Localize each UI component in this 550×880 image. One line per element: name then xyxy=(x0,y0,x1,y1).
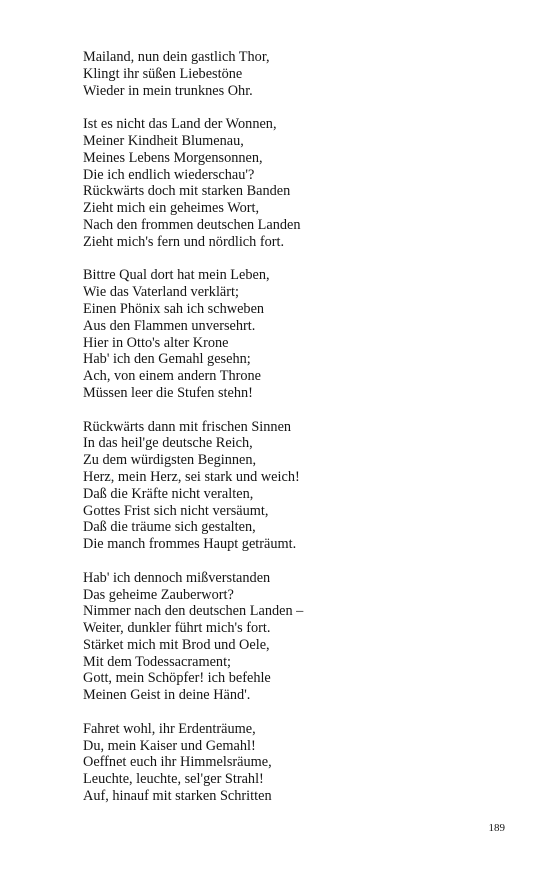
stanza xyxy=(83,267,503,401)
poem-line: Stärket mich mit Brod und Oele, xyxy=(83,636,270,653)
poem-line: Herz, mein Herz, sei stark und weich! xyxy=(83,468,300,485)
poem-line: Meines Lebens Morgensonnen, xyxy=(83,149,263,166)
poem-line: Nach den frommen deutschen Landen xyxy=(83,216,301,233)
poem-line: Einen Phönix sah ich schweben xyxy=(83,300,265,317)
poem-line: Fahret wohl, ihr Erdenträume, xyxy=(83,720,256,737)
poem-line: Gottes Frist sich nicht versäumt, xyxy=(83,502,269,519)
poem-line: Zu dem würdigsten Beginnen, xyxy=(83,452,257,469)
poem-line: Hab' ich den Gemahl gesehn; xyxy=(83,351,251,368)
poem-line: Meinen Geist in deine Händ'. xyxy=(83,687,251,704)
poem-line: Mailand, nun dein gastlich Thor, xyxy=(83,49,270,65)
poem-line: Rückwärts doch mit starken Banden xyxy=(83,183,291,200)
poem-line: Aus den Flammen unversehrt. xyxy=(83,317,256,334)
stanza xyxy=(83,419,503,553)
stanza xyxy=(83,721,503,805)
poem-line: Das geheime Zauberwort? xyxy=(83,586,234,603)
poem-line: Nimmer nach den deutschen Landen – xyxy=(83,603,304,620)
poem-line: Gott, mein Schöpfer! ich befehle xyxy=(83,670,271,687)
poem-line: Weiter, dunkler führt mich's fort. xyxy=(83,620,271,637)
poem-line: Auf, hinauf mit starken Schritten xyxy=(83,788,272,805)
poem-line: Daß die Kräfte nicht veralten, xyxy=(83,485,254,502)
poem-line: Hier in Otto's alter Krone xyxy=(83,334,229,351)
poem-line: In das heil'ge deutsche Reich, xyxy=(83,435,253,452)
poem-line: Hab' ich dennoch mißverstanden xyxy=(83,569,271,586)
poem-line: Mit dem Todessacrament; xyxy=(83,653,232,670)
poem-line: Müssen leer die Stufen stehn! xyxy=(83,384,253,401)
poem-line: Die manch frommes Haupt geträumt. xyxy=(83,536,297,553)
poem-line: Die ich endlich wiederschau'? xyxy=(83,166,255,183)
stanza xyxy=(83,116,503,250)
poem-line: Ach, von einem andern Throne xyxy=(83,368,261,385)
poem-line: Wieder in mein trunknes Ohr. xyxy=(83,82,253,99)
poem-line: Du, mein Kaiser und Gemahl! xyxy=(83,737,256,754)
poem-line: Klingt ihr süßen Liebestöne xyxy=(83,65,243,82)
poem-line: Meiner Kindheit Blumenau, xyxy=(83,132,244,149)
poem-line: Oeffnet euch ihr Himmelsräume, xyxy=(83,754,272,771)
poem-line: Zieht mich's fern und nördlich fort. xyxy=(83,233,285,250)
poem-line: Wie das Vaterland verklärt; xyxy=(83,284,239,301)
poem-line: Zieht mich ein geheimes Wort, xyxy=(83,200,260,217)
poem-line: Rückwärts dann mit frischen Sinnen xyxy=(83,418,292,435)
poem-text xyxy=(83,49,503,822)
page-number: 189 xyxy=(488,822,505,834)
poem-line: Daß die träume sich gestalten, xyxy=(83,519,256,536)
poem-line: Bittre Qual dort hat mein Leben, xyxy=(83,267,270,284)
stanza xyxy=(83,49,503,99)
stanza xyxy=(83,570,503,704)
poem-line: Leuchte, leuchte, sel'ger Strahl! xyxy=(83,771,264,788)
poem-line: Ist es nicht das Land der Wonnen, xyxy=(83,116,277,133)
